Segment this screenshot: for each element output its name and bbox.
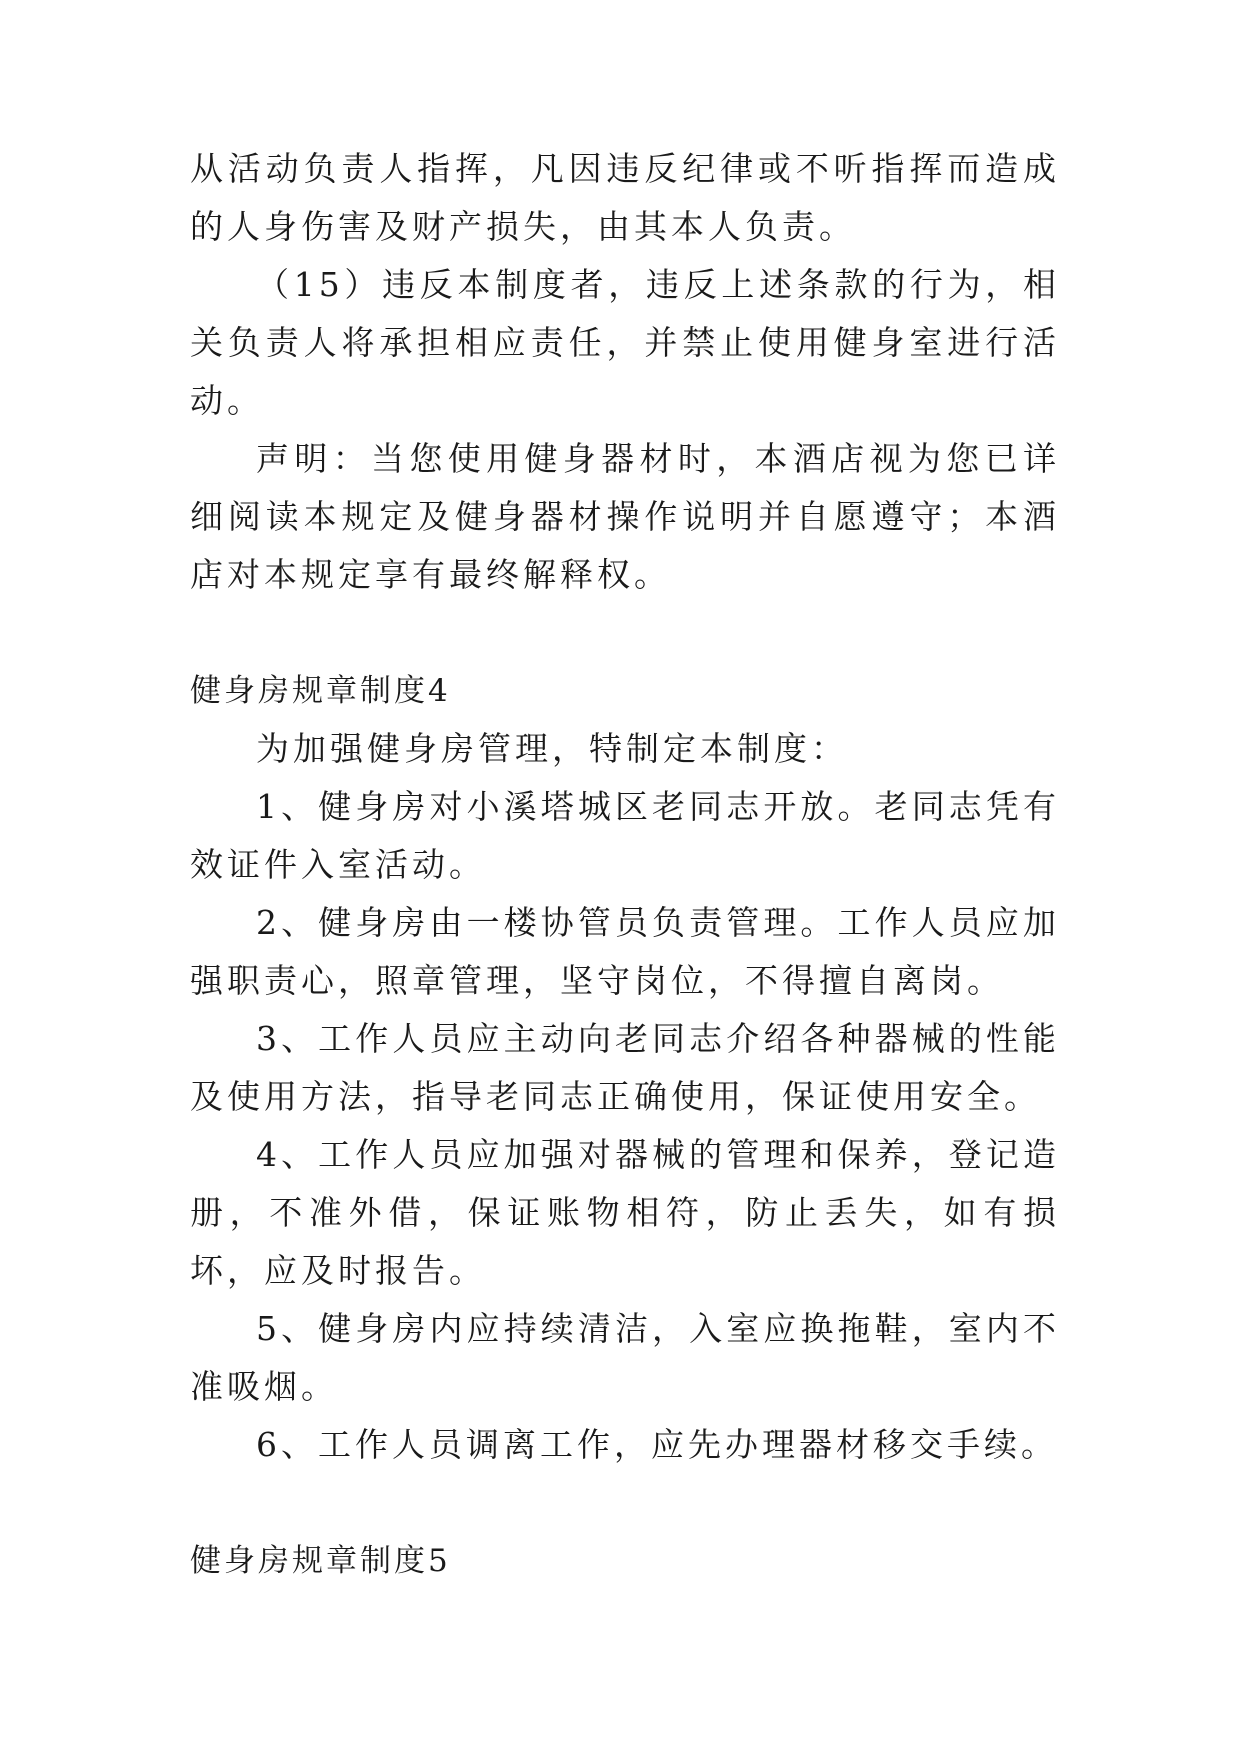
paragraph-rule-5: 5、健身房内应持续清洁，入室应换拖鞋，室内不准吸烟。 <box>190 1309 1060 1406</box>
document-body <box>190 140 1060 1590</box>
section-gap <box>190 604 1060 662</box>
paragraph-continuation: 从活动负责人指挥，凡因违反纪律或不听指挥而造成的人身伤害及财产损失，由其本人负责。 <box>190 149 1060 246</box>
paragraph-rule-4: 4、工作人员应加强对器械的管理和保养，登记造册，不准外借，保证账物相符，防止丢失，如有损坏，应及时报告。 <box>190 1135 1060 1290</box>
paragraph-statement: 声明：当您使用健身器材时，本酒店视为您已详细阅读本规定及健身器材操作说明并自愿遵守；本酒店对本规定享有最终解释权。 <box>190 439 1060 594</box>
section-heading-5: 健身房规章制度5 <box>190 1543 451 1579</box>
paragraph-rule-3: 3、工作人员应主动向老同志介绍各种器械的性能及使用方法，指导老同志正确使用，保证使用安全。 <box>190 1019 1060 1116</box>
section-gap <box>190 1474 1060 1532</box>
paragraph-rule-2: 2、健身房由一楼协管员负责管理。工作人员应加强职责心，照章管理，坚守岗位，不得擅自离岗。 <box>190 903 1060 1000</box>
paragraph-rule-6: 6、工作人员调离工作，应先办理器材移交手续。 <box>256 1425 1058 1464</box>
paragraph-intro: 为加强健身房管理，特制定本制度： <box>256 729 848 768</box>
paragraph-rule-1: 1、健身房对小溪塔城区老同志开放。老同志凭有效证件入室活动。 <box>190 787 1060 884</box>
paragraph-item-15: （15）违反本制度者，违反上述条款的行为，相关负责人将承担相应责任，并禁止使用健身室进行活动。 <box>190 265 1060 420</box>
section-heading-4: 健身房规章制度4 <box>190 673 451 709</box>
